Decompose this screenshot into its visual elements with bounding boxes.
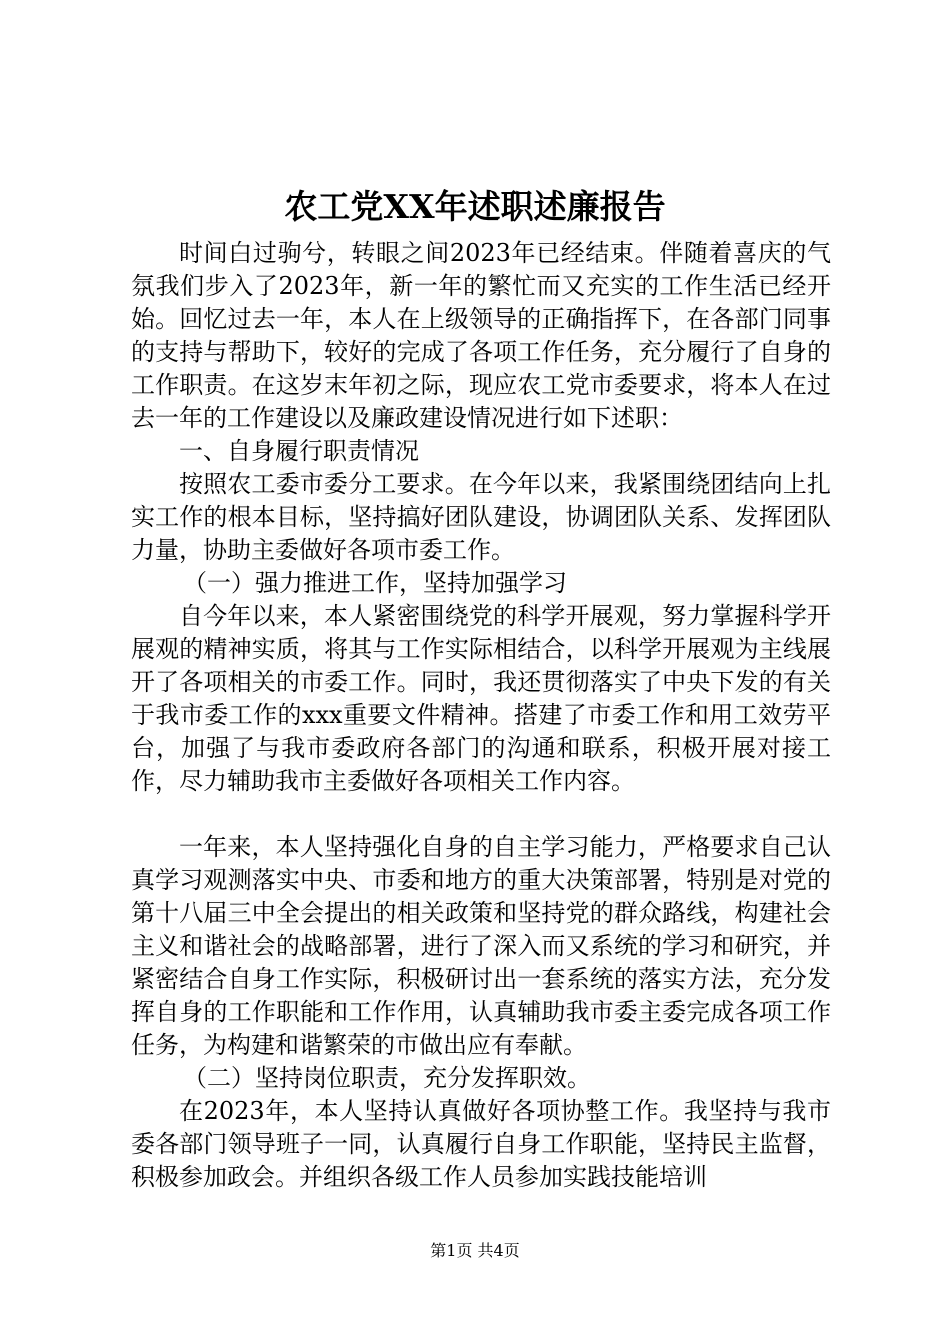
paragraph-year-review: 一年来，本人坚持强化自身的自主学习能力，严格要求自己认真学习观测落实中央、市委和地方的重大决策部署，特别是对党的第十八届三中全会提出的相关政策和坚持党的群众路线，构建社会主义和谐社会的战略部署，进行了深入而又系统的学习和研究，并紧密结合自身工作实际，积极研讨出一套系统的落实方法，充分发挥自身的工作职能和工作作用，认真辅助我市委主委完成各项工作任务，为构建和谐繁荣的市做出应有奉献。 [131,833,831,1059]
paragraph-duties: 按照农工委市委分工要求。在今年以来，我紧围绕团结向上扎实工作的根本目标，坚持搞好团队建设，协调团队关系、发挥团队力量，协助主委做好各项市委工作。 [131,470,831,564]
page-number: 第1页 共4页 [430,1241,520,1260]
paragraph-intro: 时间白过驹兮，转眼之间2023年已经结束。伴随着喜庆的气氛我们步入了2023年，新一年的繁忙而又充实的工作生活已经开始。回忆过去一年，本人在上级领导的正确指挥下，在各部门同事的支持与帮助下，较好的完成了各项工作任务，充分履行了自身的工作职责。在这岁末年初之际，现应农工党市委要求，将本人在过去一年的工作建设以及廉政建设情况进行如下述职： [131,239,831,432]
paragraph-study: 自今年以来，本人紧密围绕党的科学开展观，努力掌握科学开展观的精神实质，将其与工作实际相结合，以科学开展观为主线展开了各项相关的市委工作。同时，我还贯彻落实了中央下发的有关于我市委工作的xxx重要文件精神。搭建了市委工作和用工效劳平台，加强了与我市委政府各部门的沟通和联系，积极开展对接工作，尽力辅助我市主委做好各项相关工作内容。 [131,602,831,795]
section-heading: 一、自身履行职责情况 [179,437,419,465]
subsection-heading-2: （二）坚持岗位职责，充分发挥职效。 [183,1064,591,1092]
document-title: 农工党XX年述职述廉报告 [284,187,666,226]
subsection-heading-1: （一）强力推进工作，坚持加强学习 [183,569,567,597]
paragraph-gap [131,798,831,831]
paragraph-2023-work: 在2023年，本人坚持认真做好各项协整工作。我坚持与我市委各部门领导班子一同，认真履行自身工作职能，坚持民主监督，积极参加政会。并组织各级工作人员参加实践技能培训 [131,1097,831,1191]
document-body [131,237,831,1194]
